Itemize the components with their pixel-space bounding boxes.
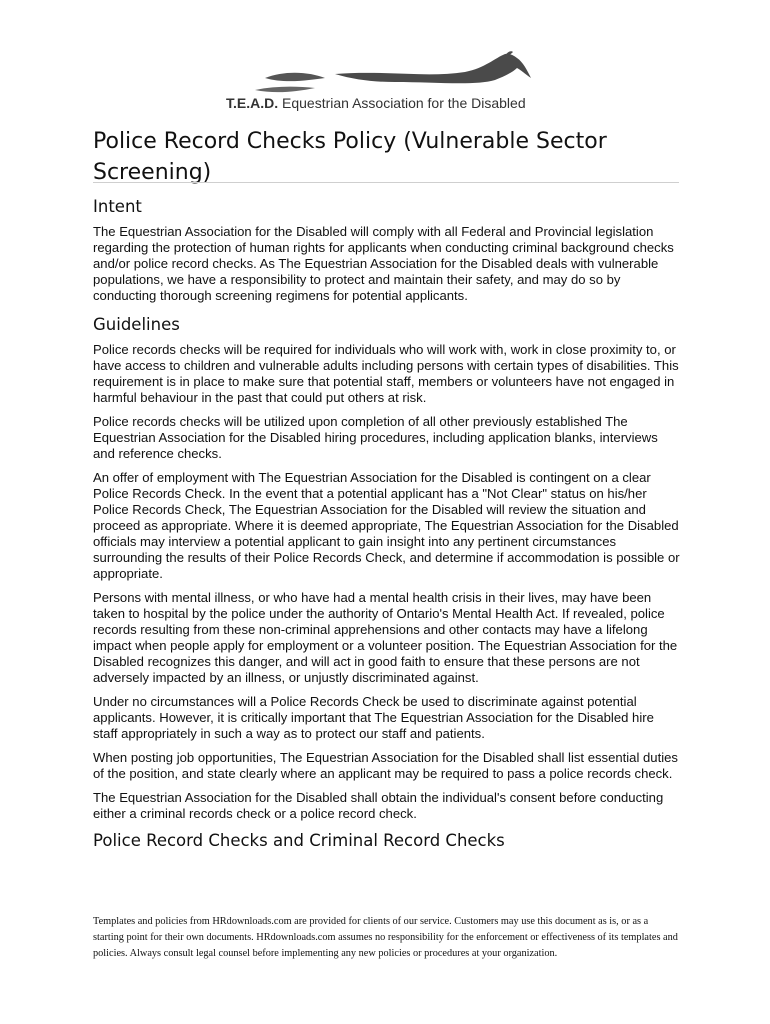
page-title: Police Record Checks Policy (Vulnerable Sector Screening) <box>93 129 607 185</box>
document-body <box>93 196 681 858</box>
section-intent <box>93 196 681 304</box>
paragraph: The Equestrian Association for the Disabled will comply with all Federal and Provincial legislation regarding the protection of human rights for applicants when conducting criminal background checks and/or police record checks. As The Equestrian Association for the Disabled deals with vulnerable populations, we have a responsibility to protect and maintain their safety, and may do so by conducting thorough screening regimens for potential applicants. <box>93 224 674 303</box>
horse-logo-icon <box>255 48 555 98</box>
paragraph: An offer of employment with The Equestrian Association for the Disabled is contingent on a clear Police Records Check. In the event that a potential applicant has a "Not Clear" status on his/her Police Records Check, The Equestrian Association for the Disabled will review the situation and proceed as appropriate. Where it is deemed appropriate, The Equestrian Association for the Disabled officials may interview a potential applicant to gain insight into any pertinent circumstances surrounding the results of their Police Records Check, and determine if accommodation is possible or appropriate. <box>93 470 680 581</box>
organization-name <box>226 95 566 111</box>
section-heading-guidelines: Guidelines <box>93 315 180 334</box>
paragraph: Police records checks will be utilized upon completion of all other previously established The Equestrian Association for the Disabled hiring procedures, including application blanks, interviews and reference checks. <box>93 414 658 461</box>
organization-full-name: Equestrian Association for the Disabled <box>282 95 526 111</box>
paragraph: The Equestrian Association for the Disabled shall obtain the individual's consent before conducting either a criminal records check or a police record check. <box>93 790 664 821</box>
organization-abbreviation: T.E.A.D. <box>226 95 279 111</box>
paragraph: When posting job opportunities, The Equestrian Association for the Disabled shall list essential duties of the position, and state clearly where an applicant may be required to pass a police records check. <box>93 750 678 781</box>
section-record-checks <box>93 830 681 852</box>
paragraph: Under no circumstances will a Police Records Check be used to discriminate against potential applicants. However, it is critically important that The Equestrian Association for the Disabled hire staff appropriately in such a way as to protect our staff and patients. <box>93 694 654 741</box>
section-heading-intent: Intent <box>93 197 142 216</box>
paragraph: Police records checks will be required for individuals who will work with, work in close proximity to, or have access to children and vulnerable adults including persons with certain types of disabilities. This requirement is in place to make sure that potential staff, members or volunteers have not engaged in harmful behaviour in the past that could put others at risk. <box>93 342 679 405</box>
section-guidelines <box>93 314 681 822</box>
section-heading-record-checks: Police Record Checks and Criminal Record Checks <box>93 831 505 850</box>
footer-disclaimer: Templates and policies from HRdownloads.com are provided for clients of our service. Customers may use this document as is, or as a starting point for their own documents. HRdownloads.com assumes no responsibility for the enforcement or effectiveness of its templates and policies. Always consult legal counsel before implementing any new policies or procedures at your organization. <box>93 916 678 959</box>
paragraph: Persons with mental illness, or who have had a mental health crisis in their lives, may have been taken to hospital by the police under the authority of Ontario's Mental Health Act. If revealed, police records resulting from these non-criminal apprehensions and other contacts may have a lifelong impact when people apply for employment or a volunteer position. The Equestrian Association for the Disabled recognizes this danger, and will act in good faith to ensure that these persons are not adversely impacted by an illness, or unjustly discriminated against. <box>93 590 678 685</box>
title-divider <box>93 182 679 183</box>
